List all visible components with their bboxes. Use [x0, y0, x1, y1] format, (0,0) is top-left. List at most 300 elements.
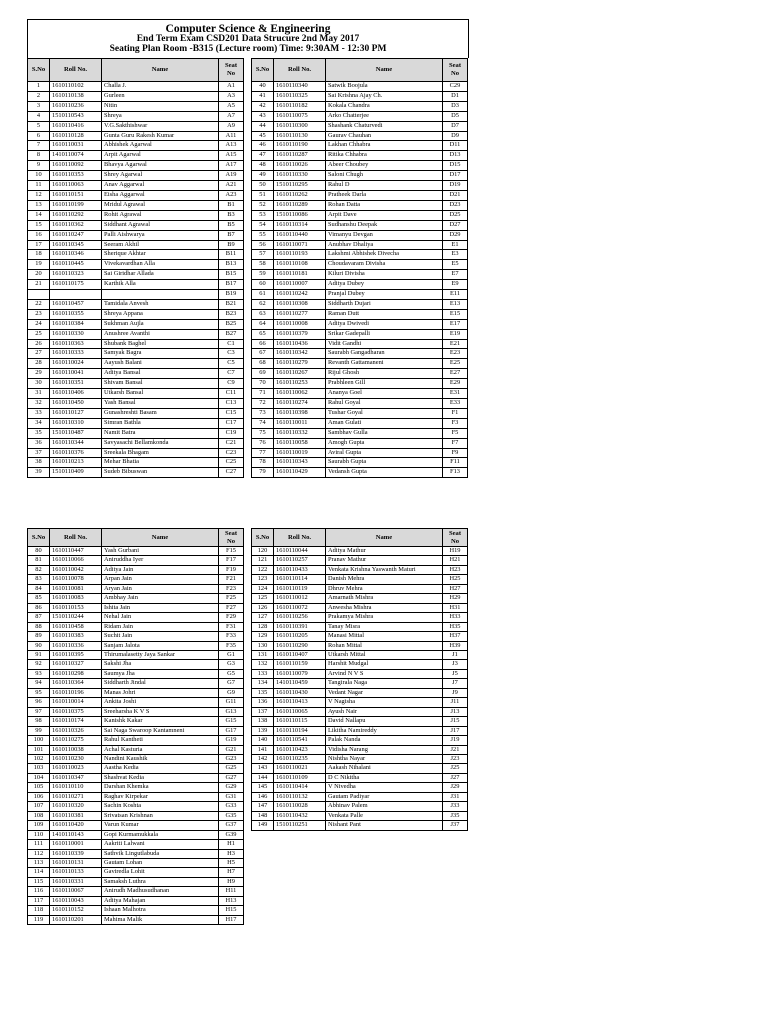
seat-number: C3: [219, 349, 244, 359]
roll-number: 1610110201: [50, 915, 102, 924]
serial-number: 106: [28, 792, 50, 801]
serial-number: 116: [28, 887, 50, 896]
student-name: Rohit Agrawal: [102, 210, 219, 220]
roll-number: 1610110038: [50, 745, 102, 754]
table-row: [252, 299, 468, 309]
table-row: [28, 698, 244, 707]
table-row: [252, 565, 468, 574]
roll-number: 1510110251: [274, 821, 326, 830]
seat-number: B27: [219, 329, 244, 339]
table-row: [252, 161, 468, 171]
serial-number: 113: [28, 858, 50, 867]
serial-number: 125: [252, 594, 274, 603]
table-row: [28, 830, 244, 839]
seating-plan-info: Seating Plan Room -B315 (Lecture room) Time: 9:30AM - 12:30 PM: [109, 44, 387, 55]
seat-number: E27: [443, 369, 468, 379]
seat-number: B11: [219, 250, 244, 260]
serial-number: 65: [252, 329, 274, 339]
seat-number: G33: [219, 802, 244, 811]
serial-number: 9: [28, 161, 50, 171]
serial-number: 68: [252, 359, 274, 369]
serial-number: 101: [28, 745, 50, 754]
table-header-row: [28, 529, 244, 547]
table-row: [252, 240, 468, 250]
student-name: Siddhant Agrawal: [102, 220, 219, 230]
table-row: [28, 250, 244, 260]
student-name: Tamidala Anvesh: [102, 299, 219, 309]
roll-number: 1610110021: [274, 764, 326, 773]
roll-number: 1610110174: [50, 717, 102, 726]
table-row: [252, 594, 468, 603]
roll-header: Roll No.: [274, 529, 326, 547]
seat-number: B19: [219, 290, 244, 300]
table-header-row: [252, 59, 468, 82]
roll-number: 1610110127: [50, 408, 102, 418]
serial-number: 73: [252, 408, 274, 418]
student-name: Gaviredla Lohit: [102, 868, 219, 877]
student-name: Abeer Choubey: [326, 161, 443, 171]
seat-number: J25: [443, 764, 468, 773]
table-row: [252, 379, 468, 389]
table-row: [28, 575, 244, 584]
seat-number: G25: [219, 764, 244, 773]
table-row: [28, 868, 244, 877]
seat-number: E29: [443, 379, 468, 389]
roll-number: 1610110406: [50, 389, 102, 399]
seat-number: G19: [219, 736, 244, 745]
roll-number: 1610110383: [50, 632, 102, 641]
serial-number: 79: [252, 468, 274, 478]
serial-number: 103: [28, 764, 50, 773]
table-row: [252, 717, 468, 726]
table-row: [252, 210, 468, 220]
serial-number: 62: [252, 299, 274, 309]
table-row: [28, 161, 244, 171]
seat-number: C23: [219, 448, 244, 458]
serial-number: 61: [252, 290, 274, 300]
roll-number: 1410110459: [274, 679, 326, 688]
serial-number: 3: [28, 101, 50, 111]
roll-number: 1610110339: [50, 849, 102, 858]
table-row: [28, 408, 244, 418]
roll-number: 1510110244: [50, 613, 102, 622]
student-name: Sai Giridhar Allada: [102, 270, 219, 280]
seat-number: D9: [443, 131, 468, 141]
table-row: [252, 556, 468, 565]
roll-number: 1610110043: [50, 896, 102, 905]
seat-number: H33: [443, 613, 468, 622]
seat-number: F27: [219, 603, 244, 612]
student-name: Siddharth Jindal: [102, 679, 219, 688]
roll-number: 1510110295: [274, 181, 326, 191]
student-name: Sherique Akhtar: [102, 250, 219, 260]
seat-number: H23: [443, 565, 468, 574]
student-name: Lakshmi Abhishek Divecha: [326, 250, 443, 260]
seat-number: F29: [219, 613, 244, 622]
serial-number: 131: [252, 650, 274, 659]
seat-number: J11: [443, 698, 468, 707]
table-row: [28, 428, 244, 438]
serial-number: 35: [28, 428, 50, 438]
table-row: [28, 547, 244, 556]
roll-number: 1610110353: [50, 171, 102, 181]
student-name: Shreya: [102, 111, 219, 121]
table-row: [252, 783, 468, 792]
table-row: [28, 679, 244, 688]
roll-number: 1610110205: [274, 632, 326, 641]
roll-number: 1610110326: [50, 726, 102, 735]
seat-number: F13: [443, 468, 468, 478]
roll-number: 1610110346: [50, 250, 102, 260]
student-name: Ankita Joshi: [102, 698, 219, 707]
student-name: Gunta Guru Rakesh Kumar: [102, 131, 219, 141]
roll-number: 1610110333: [50, 349, 102, 359]
seat-number: B9: [219, 240, 244, 250]
roll-number: 1610110416: [50, 121, 102, 131]
table-row: [252, 121, 468, 131]
seat-number: D15: [443, 161, 468, 171]
seat-number: H25: [443, 575, 468, 584]
student-name: Sathvik Lingutlabuda: [102, 849, 219, 858]
serial-number: 54: [252, 220, 274, 230]
table-row: [252, 679, 468, 688]
student-name: Sukhman Aujla: [102, 319, 219, 329]
roll-number: 1410110074: [50, 151, 102, 161]
table-row: [28, 171, 244, 181]
seat-number: E1: [443, 240, 468, 250]
student-name: Aakash Nihalani: [326, 764, 443, 773]
seat-number: D19: [443, 181, 468, 191]
roll-number: 1610110115: [274, 717, 326, 726]
student-name: Nishtha Nayar: [326, 754, 443, 763]
student-name: Tanay Misra: [326, 622, 443, 631]
table-row: [28, 811, 244, 820]
seat-number: H1: [219, 840, 244, 849]
table-row: [252, 91, 468, 101]
serial-number: 32: [28, 399, 50, 409]
student-name: Seeram Akhil: [102, 240, 219, 250]
roll-number: 1610110242: [274, 290, 326, 300]
serial-number: 64: [252, 319, 274, 329]
table-row: [28, 622, 244, 631]
roll-number: 1610110342: [274, 349, 326, 359]
table-row: [28, 448, 244, 458]
serial-number: 126: [252, 603, 274, 612]
seat-number: C25: [219, 458, 244, 468]
serial-number: 122: [252, 565, 274, 574]
roll-number: 1610110423: [274, 745, 326, 754]
roll-number: 1610110310: [50, 418, 102, 428]
table-row: [252, 349, 468, 359]
student-name: Arvind N V S: [326, 669, 443, 678]
roll-number: 1610110108: [274, 260, 326, 270]
serial-number: 93: [28, 669, 50, 678]
seat-number: F25: [219, 594, 244, 603]
table-row: [252, 319, 468, 329]
student-name: V Nivedha: [326, 783, 443, 792]
roll-number: 1610110213: [50, 458, 102, 468]
seat-number: B3: [219, 210, 244, 220]
student-name: Vimanyu Devgan: [326, 230, 443, 240]
serial-number: 16: [28, 230, 50, 240]
seat-number: G15: [219, 717, 244, 726]
table-row: [28, 726, 244, 735]
seat-number: H21: [443, 556, 468, 565]
serial-number: 8: [28, 151, 50, 161]
serial-number: 123: [252, 575, 274, 584]
roll-number: 1610110175: [50, 280, 102, 290]
serial-number: 145: [252, 783, 274, 792]
seat-number: A9: [219, 121, 244, 131]
student-name: Pratheek Darla: [326, 190, 443, 200]
serial-number: 77: [252, 448, 274, 458]
roll-number: 1610110001: [50, 840, 102, 849]
seat-number: F7: [443, 438, 468, 448]
roll-number: 1610110343: [274, 458, 326, 468]
name-header: Name: [326, 529, 443, 547]
seat-number: C19: [219, 428, 244, 438]
seat-number: F35: [219, 641, 244, 650]
roll-number: 1610110193: [274, 250, 326, 260]
table-row: [28, 556, 244, 565]
student-name: Shreya Appana: [102, 309, 219, 319]
serial-number: 47: [252, 151, 274, 161]
table-row: [252, 547, 468, 556]
serial-number: 133: [252, 669, 274, 678]
serial-number: 14: [28, 210, 50, 220]
roll-number: 1610110289: [274, 200, 326, 210]
student-name: Dhruv Mehra: [326, 584, 443, 593]
roll-number: 1610110026: [274, 161, 326, 171]
serial-number: 147: [252, 802, 274, 811]
table-row: [28, 802, 244, 811]
student-name: Ritika Chhabra: [326, 151, 443, 161]
roll-number: 1610110110: [50, 783, 102, 792]
roll-number: 1610110432: [274, 811, 326, 820]
roll-number: 1610110381: [50, 811, 102, 820]
serial-number: 48: [252, 161, 274, 171]
serial-number: 44: [252, 121, 274, 131]
seat-number: E11: [443, 290, 468, 300]
student-name: Savyasachi Bellamkonda: [102, 438, 219, 448]
serial-number: 71: [252, 389, 274, 399]
roll-number: 1610110271: [50, 792, 102, 801]
table-row: [28, 906, 244, 915]
student-name: Danish Mehra: [326, 575, 443, 584]
roll-number: 1610110376: [50, 448, 102, 458]
table-row: [252, 418, 468, 428]
serial-number: 26: [28, 339, 50, 349]
table-row: [28, 111, 244, 121]
roll-number: 1610110430: [274, 688, 326, 697]
serial-number: [28, 290, 50, 300]
student-name: Vidit Gandhi: [326, 339, 443, 349]
roll-number: 1410110143: [50, 830, 102, 839]
student-name: Gopi Kurmamukkala: [102, 830, 219, 839]
table-row: [28, 603, 244, 612]
student-name: Harshit Mudgal: [326, 660, 443, 669]
serial-number: 117: [28, 896, 50, 905]
table-row: [28, 200, 244, 210]
table-row: [252, 101, 468, 111]
roll-number: 1610110413: [274, 698, 326, 707]
student-name: Saloni Chugh: [326, 171, 443, 181]
seat-number: H39: [443, 641, 468, 650]
table-row: [28, 792, 244, 801]
seat-number: J3: [443, 660, 468, 669]
serial-number: 110: [28, 830, 50, 839]
serial-number: 63: [252, 309, 274, 319]
seat-number: A17: [219, 161, 244, 171]
seat-number: C29: [443, 82, 468, 92]
roll-number: 1610110041: [50, 369, 102, 379]
sno-header: S.No: [252, 59, 274, 82]
student-name: Vidisha Narang: [326, 745, 443, 754]
roll-number: 1610110235: [274, 754, 326, 763]
table-row: [252, 181, 468, 191]
student-name: Raghav Kirpekar: [102, 792, 219, 801]
seat-number: J37: [443, 821, 468, 830]
seat-number: B17: [219, 280, 244, 290]
name-header: Name: [102, 529, 219, 547]
student-name: Challa J.: [102, 82, 219, 92]
student-name: Aniruddha Iyer: [102, 556, 219, 565]
seat-number: J1: [443, 650, 468, 659]
serial-number: 31: [28, 389, 50, 399]
student-name: Sachin Koshta: [102, 802, 219, 811]
table-row: [252, 764, 468, 773]
student-name: Choudavaram Divisha: [326, 260, 443, 270]
serial-number: 114: [28, 868, 50, 877]
table-row: [252, 754, 468, 763]
student-name: Saurabh Gangadharan: [326, 349, 443, 359]
roll-number: 1610110247: [50, 230, 102, 240]
seat-number: J33: [443, 802, 468, 811]
roll-number: 1610110290: [274, 641, 326, 650]
roll-number: 1610110092: [50, 161, 102, 171]
roll-number: 1610110028: [274, 802, 326, 811]
table-row: [28, 399, 244, 409]
student-name: [102, 290, 219, 300]
student-name: Sanjam Jalota: [102, 641, 219, 650]
serial-number: 81: [28, 556, 50, 565]
table-row: [28, 309, 244, 319]
student-name: Ridam Jain: [102, 622, 219, 631]
seat-number: J17: [443, 726, 468, 735]
table-row: [252, 669, 468, 678]
seat-number: H15: [219, 906, 244, 915]
serial-number: 104: [28, 773, 50, 782]
student-name: Palak Nanda: [326, 736, 443, 745]
seat-number: H27: [443, 584, 468, 593]
department-title: Computer Science & Engineering: [165, 23, 331, 35]
serial-number: 129: [252, 632, 274, 641]
serial-number: 19: [28, 260, 50, 270]
roll-number: 1610110279: [274, 359, 326, 369]
student-name: Rahul Kantheti: [102, 736, 219, 745]
serial-number: 13: [28, 200, 50, 210]
seat-number: D1: [443, 91, 468, 101]
roll-number: 1610110019: [274, 448, 326, 458]
roll-number: 1610110420: [50, 821, 102, 830]
table-row: [28, 230, 244, 240]
student-name: Saumya Jha: [102, 669, 219, 678]
student-name: Ishaan Malhotra: [102, 906, 219, 915]
serial-number: 128: [252, 622, 274, 631]
table-row: [252, 811, 468, 820]
serial-number: 149: [252, 821, 274, 830]
seat-number: G35: [219, 811, 244, 820]
serial-number: 140: [252, 736, 274, 745]
seat-number: F33: [219, 632, 244, 641]
roll-number: 1610110114: [274, 575, 326, 584]
roll-number: 1510110409: [50, 468, 102, 478]
seat-number: D25: [443, 210, 468, 220]
serial-number: 38: [28, 458, 50, 468]
seat-number: J5: [443, 669, 468, 678]
seat-number: J7: [443, 679, 468, 688]
serial-number: 59: [252, 270, 274, 280]
seat-number: G7: [219, 679, 244, 688]
serial-number: 27: [28, 349, 50, 359]
student-name: Utkarsh Bansal: [102, 389, 219, 399]
student-name: David Nallapu: [326, 717, 443, 726]
seat-header: Seat No: [219, 59, 244, 82]
table-row: [28, 260, 244, 270]
seat-number: F23: [219, 584, 244, 593]
table-row: [252, 111, 468, 121]
seat-header: Seat No: [443, 59, 468, 82]
student-name: Namit Batra: [102, 428, 219, 438]
table-row: [28, 280, 244, 290]
seat-number: G13: [219, 707, 244, 716]
serial-number: 10: [28, 171, 50, 181]
seat-number: E21: [443, 339, 468, 349]
table-row: [252, 399, 468, 409]
serial-number: 100: [28, 736, 50, 745]
table-row: [28, 319, 244, 329]
table-row: [28, 594, 244, 603]
serial-number: 2: [28, 91, 50, 101]
roll-number: 1610110196: [50, 688, 102, 697]
student-name: Rahul D: [326, 181, 443, 191]
roll-number: 1610110257: [274, 556, 326, 565]
seat-number: F5: [443, 428, 468, 438]
table-row: [252, 660, 468, 669]
serial-number: 120: [252, 547, 274, 556]
seat-number: B5: [219, 220, 244, 230]
table-row: [252, 280, 468, 290]
table-row: [252, 309, 468, 319]
seat-number: E15: [443, 309, 468, 319]
table-row: [28, 270, 244, 280]
seat-number: H19: [443, 547, 468, 556]
seat-number: B1: [219, 200, 244, 210]
student-name: Shashvat Kedia: [102, 773, 219, 782]
seat-number: A13: [219, 141, 244, 151]
roll-number: 1610110541: [274, 736, 326, 745]
student-name: Ayush Nair: [326, 707, 443, 716]
roll-number: 1610110042: [50, 565, 102, 574]
exam-info: End Term Exam CSD201 Data Strucure 2nd May 2017: [136, 34, 360, 45]
seating-table-left: [27, 528, 244, 925]
roll-number: 1610110345: [50, 240, 102, 250]
student-name: Suchit Jain: [102, 632, 219, 641]
table-row: [252, 622, 468, 631]
roll-number: 1610110429: [274, 468, 326, 478]
seat-number: H7: [219, 868, 244, 877]
seat-number: A15: [219, 151, 244, 161]
